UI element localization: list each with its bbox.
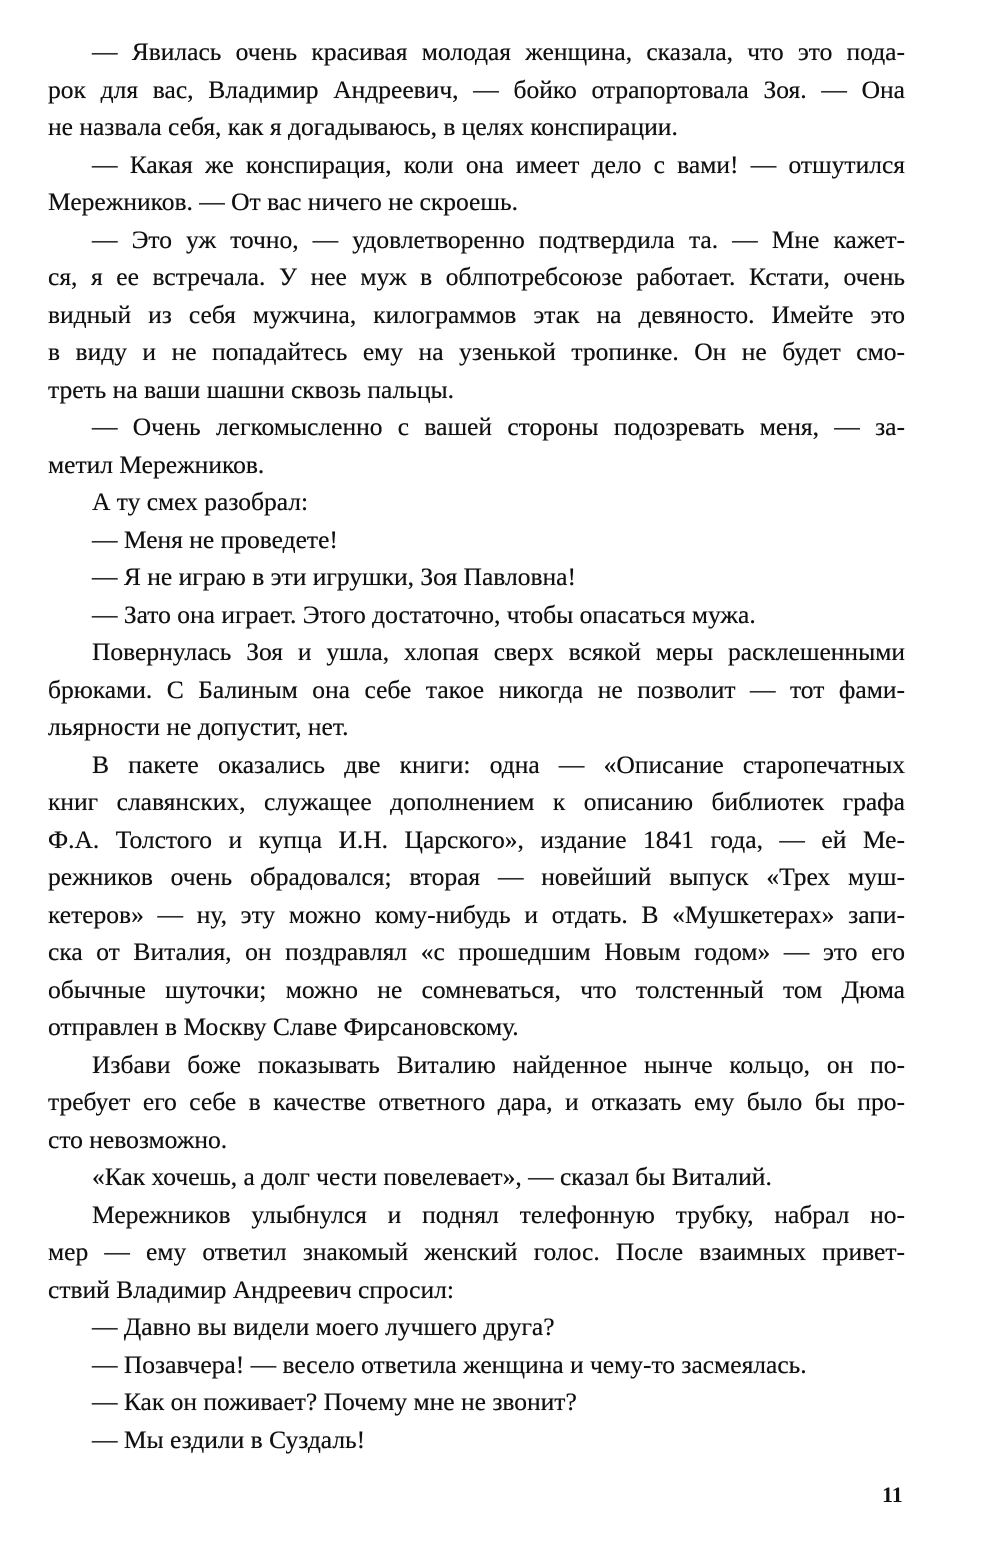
text-line: — Явилась очень красивая молодая женщина, сказала, что это пода- bbox=[92, 37, 905, 66]
text-line: режников очень обрадовался; вторая — новейший выпуск «Трех муш- bbox=[48, 862, 905, 891]
text-line: ся, я ее встречала. У нее муж в облпотребсоюзе работает. Кстати, очень bbox=[48, 262, 905, 291]
text-line: — Меня не проведете! bbox=[92, 524, 338, 554]
text-line: мер — ему ответил знакомый женский голос. После взаимных привет- bbox=[48, 1237, 905, 1266]
text-line: — Это уж точно, — удовлетворенно подтвердила та. — Мне кажет- bbox=[92, 224, 905, 254]
paragraph bbox=[48, 1046, 905, 1159]
text-line: книг славянских, служащее дополнением к описанию библиотек графа bbox=[48, 787, 905, 816]
text-line: Повернулась Зоя и ушла, хлопая сверх всякой меры расклешенными bbox=[92, 637, 905, 666]
text-line: — Очень легкомысленно с вашей стороны подозревать меня, — за- bbox=[92, 412, 905, 441]
text-line: А ту смех разобрал: bbox=[92, 487, 309, 516]
paragraph bbox=[48, 1308, 905, 1346]
text-line: Избави боже показывать Виталию найденное нынче кольцо, он по- bbox=[92, 1049, 905, 1079]
text-line: Мережников. — От вас ничего не скроешь. bbox=[48, 187, 518, 216]
page-number: 11 bbox=[882, 1482, 903, 1507]
text-line: кетеров» — ну, эту можно кому-нибудь и отдать. В «Мушкетерах» запи- bbox=[48, 899, 905, 929]
text-line: сто невозможно. bbox=[48, 1124, 228, 1154]
paragraph bbox=[48, 221, 905, 409]
paragraph bbox=[48, 596, 905, 634]
paragraph bbox=[48, 1158, 905, 1196]
text-line: льярности не допустит, нет. bbox=[48, 712, 349, 741]
text-line: «Как хочешь, а долг чести повелевает», — сказал бы Виталий. bbox=[92, 1162, 772, 1191]
text-line: — Давно вы видели моего лучшего друга? bbox=[92, 1312, 555, 1341]
paragraph bbox=[48, 746, 905, 1046]
text-line: в виду и не попадайтесь ему на узенькой тропинке. Он не будет смо- bbox=[48, 337, 905, 366]
text-line: требует его себе в качестве ответного дара, и отказать ему было бы про- bbox=[48, 1087, 905, 1116]
paragraph bbox=[48, 1421, 905, 1459]
text-line: рок для вас, Владимир Андреевич, — бойко отрапортовала Зоя. — Она bbox=[48, 74, 905, 104]
text-line: — Позавчера! — весело ответила женщина и чему-то засмеялась. bbox=[92, 1349, 807, 1379]
paragraph bbox=[48, 146, 905, 221]
paragraph bbox=[48, 33, 905, 146]
paragraph bbox=[48, 1383, 905, 1421]
paragraph bbox=[48, 1196, 905, 1309]
paragraph bbox=[48, 633, 905, 746]
text-line: ска от Виталия, он поздравлял «с прошедшим Новым годом» — это его bbox=[48, 937, 905, 966]
text-line: Ф.А. Толстого и купца И.Н. Царского», издание 1841 года, — ей Ме- bbox=[48, 824, 905, 854]
paragraph bbox=[48, 1346, 905, 1384]
text-line: видный из себя мужчина, килограммов этак на девяносто. Имейте это bbox=[48, 299, 905, 329]
text-line: брюками. С Балиным она себе такое никогда не позволит — тот фами- bbox=[48, 674, 905, 704]
text-line: — Какая же конспирация, коли она имеет дело с вами! — отшутился bbox=[92, 149, 905, 179]
text-line: Мережников улыбнулся и поднял телефонную трубку, набрал но- bbox=[92, 1199, 905, 1229]
text-line: — Мы ездили в Суздаль! bbox=[92, 1424, 366, 1454]
text-line: — Зато она играет. Этого достаточно, чтобы опасаться мужа. bbox=[92, 599, 756, 629]
text-line: треть на ваши шашни сквозь пальцы. bbox=[48, 374, 455, 404]
text-line: не назвала себя, как я догадываюсь, в целях конспирации. bbox=[48, 112, 678, 141]
text-line: ствий Владимир Андреевич спросил: bbox=[48, 1274, 454, 1304]
paragraph bbox=[48, 408, 905, 483]
paragraph bbox=[48, 483, 905, 521]
paragraph bbox=[48, 558, 905, 596]
book-page-text bbox=[48, 33, 905, 1458]
text-line: обычные шуточки; можно не сомневаться, что толстенный том Дюма bbox=[48, 974, 905, 1004]
paragraph bbox=[48, 521, 905, 559]
text-line: В пакете оказались две книги: одна — «Описание старопечатных bbox=[92, 749, 905, 779]
text-line: — Как он поживает? Почему мне не звонит? bbox=[92, 1387, 577, 1416]
text-line: отправлен в Москву Славе Фирсановскому. bbox=[48, 1012, 519, 1041]
text-line: — Я не играю в эти игрушки, Зоя Павловна! bbox=[92, 562, 576, 591]
text-line: метил Мережников. bbox=[48, 449, 265, 479]
